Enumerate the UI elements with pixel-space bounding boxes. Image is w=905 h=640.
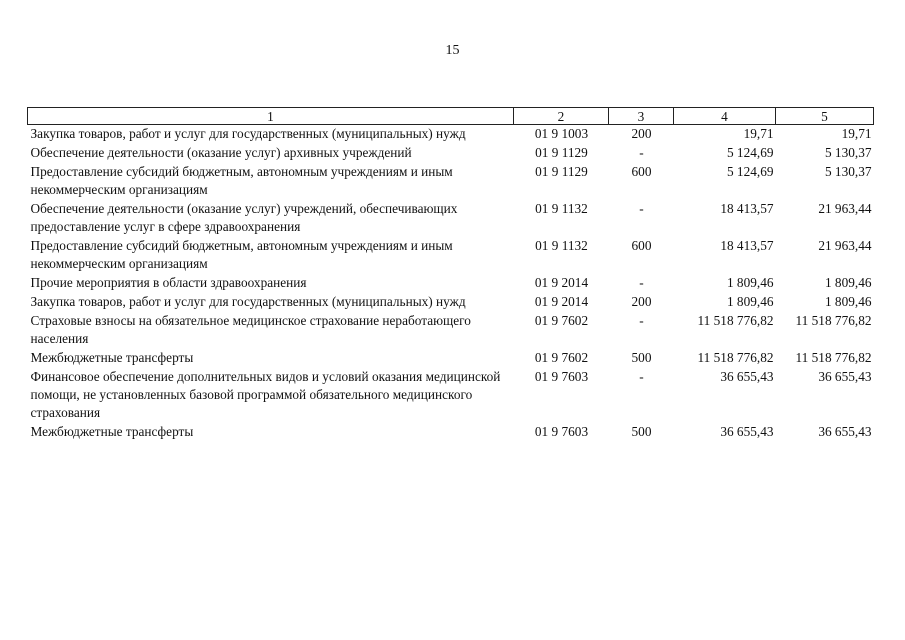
row-value-col4: 36 655,43 — [720, 369, 774, 384]
header-col-5: 5 — [776, 108, 874, 125]
row-value-col4: 11 518 776,82 — [697, 313, 774, 328]
row-expense-type: - — [639, 145, 644, 160]
row-code: 01 9 1129 — [535, 164, 588, 179]
table-row — [28, 312, 874, 349]
row-code: 01 9 7603 — [534, 424, 589, 439]
header-col-4: 4 — [674, 108, 776, 125]
row-value-col5: 1 809,46 — [824, 294, 872, 309]
table-row — [28, 423, 874, 442]
row-name: Закупка товаров, работ и услуг для государственных (муниципальных) нужд — [30, 126, 466, 141]
row-expense-type: - — [639, 313, 644, 328]
row-name: Обеспечение деятельности (оказание услуг) учреждений, обеспечивающих предоставление услуг в сфере здравоохранения — [30, 201, 458, 234]
row-name: Закупка товаров, работ и услуг для государственных (муниципальных) нужд — [30, 294, 466, 309]
table-row — [28, 125, 874, 145]
row-expense-type: 500 — [631, 424, 652, 439]
row-expense-type: - — [639, 201, 644, 216]
row-name: Предоставление субсидий бюджетным, автономным учреждениям и иным некоммерческим организациям — [30, 238, 453, 271]
row-code: 01 9 2014 — [534, 294, 589, 309]
header-col-3: 3 — [609, 108, 674, 125]
row-code: 01 9 2014 — [534, 275, 589, 290]
row-value-col5: 21 963,44 — [818, 201, 872, 216]
table-row — [28, 368, 874, 423]
row-expense-type: - — [639, 275, 644, 290]
row-value-col4: 5 124,69 — [726, 145, 774, 160]
row-expense-type: 600 — [631, 238, 652, 253]
row-value-col5: 36 655,43 — [818, 369, 872, 384]
row-code: 01 9 7603 — [534, 369, 589, 384]
row-name: Прочие мероприятия в области здравоохранения — [30, 275, 307, 290]
row-value-col4: 18 413,57 — [720, 201, 774, 216]
table-row — [28, 274, 874, 293]
budget-table — [27, 107, 874, 442]
row-expense-type: 200 — [631, 126, 652, 141]
row-value-col5: 5 130,37 — [824, 145, 872, 160]
row-value-col4: 5 124,69 — [726, 164, 774, 179]
row-value-col4: 1 809,46 — [726, 294, 774, 309]
header-row — [28, 108, 874, 125]
row-value-col5: 5 130,37 — [824, 164, 872, 179]
table-row — [28, 293, 874, 312]
row-expense-type: 500 — [631, 350, 652, 365]
table-row — [28, 200, 874, 237]
row-value-col4: 11 518 776,82 — [697, 350, 774, 365]
row-expense-type: - — [639, 369, 644, 384]
row-code: 01 9 1129 — [535, 145, 588, 160]
table-row — [28, 144, 874, 163]
row-value-col4: 1 809,46 — [726, 275, 774, 290]
table-row — [28, 163, 874, 200]
row-expense-type: 600 — [631, 164, 652, 179]
row-name: Предоставление субсидий бюджетным, автономным учреждениям и иным некоммерческим организациям — [30, 164, 453, 197]
row-value-col4: 18 413,57 — [720, 238, 774, 253]
row-value-col4: 19,71 — [743, 126, 774, 141]
header-col-2: 2 — [514, 108, 609, 125]
row-code: 01 9 1132 — [535, 201, 588, 216]
row-name: Межбюджетные трансферты — [30, 424, 194, 439]
row-value-col5: 11 518 776,82 — [795, 350, 872, 365]
row-value-col5: 19,71 — [841, 126, 872, 141]
table-row — [28, 349, 874, 368]
row-value-col5: 11 518 776,82 — [795, 313, 872, 328]
row-value-col5: 1 809,46 — [824, 275, 872, 290]
table-header — [28, 108, 874, 125]
row-code: 01 9 7602 — [534, 313, 589, 328]
row-name: Страховые взносы на обязательное медицинское страхование неработающего населения — [30, 313, 471, 346]
row-name: Межбюджетные трансферты — [30, 350, 194, 365]
row-name: Финансовое обеспечение дополнительных видов и условий оказания медицинской помощи, не установленных базовой программой обязательного медицинского страхования — [30, 369, 501, 420]
row-name: Обеспечение деятельности (оказание услуг) архивных учреждений — [30, 145, 412, 160]
row-value-col5: 21 963,44 — [818, 238, 872, 253]
header-col-1: 1 — [28, 108, 514, 125]
row-value-col4: 36 655,43 — [720, 424, 774, 439]
row-code: 01 9 7602 — [534, 350, 589, 365]
row-code: 01 9 1003 — [534, 126, 589, 141]
row-value-col5: 36 655,43 — [818, 424, 872, 439]
table-row — [28, 237, 874, 274]
row-expense-type: 200 — [631, 294, 652, 309]
page-number: 15 — [445, 43, 460, 58]
table-body — [28, 125, 874, 443]
row-code: 01 9 1132 — [535, 238, 588, 253]
